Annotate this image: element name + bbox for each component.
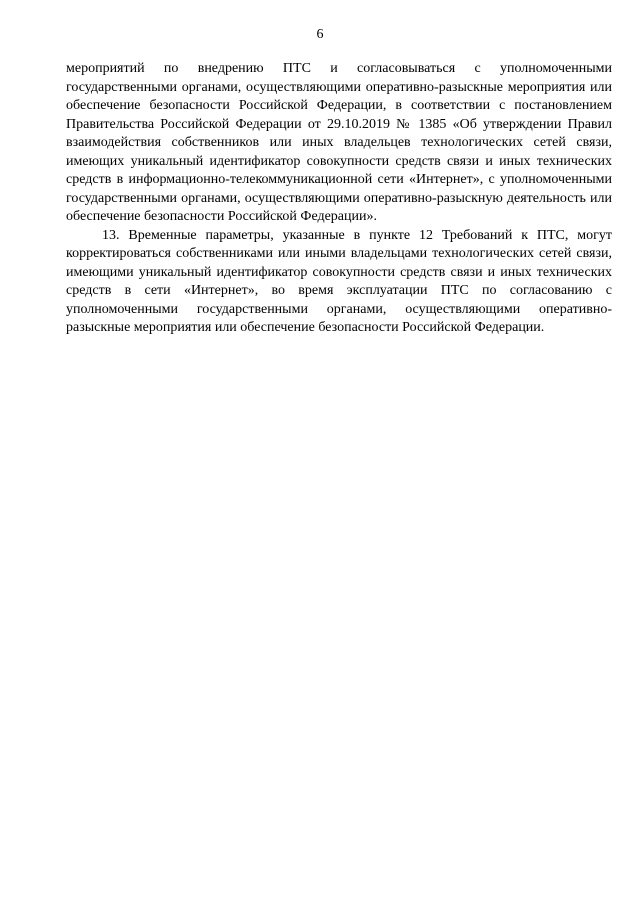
page-number: 6 <box>316 27 324 42</box>
paragraph-item-13: 13. Временные параметры, указанные в пункте 12 Требований к ПТС, могут корректироваться собственниками или иными владельцами технологических сетей связи, имеющими уникальный идентификатор совокупности средств связи и иных технических средств в сети «Интернет», во время эксплуатации ПТС по согласованию с уполномоченными государственными органами, осуществляющими оперативно-разыскные мероприятия или обеспечение безопасности Российской Федерации. <box>66 227 612 335</box>
paragraph-continuation: мероприятий по внедрению ПТС и согласовываться с уполномоченными государственными органами, осуществляющими оперативно-разыскные мероприятия или обеспечение безопасности Российской Федерации, в соответствии с постановлением Правительства Российской Федерации от 29.10.2019 № 1385 «Об утверждении Правил взаимодействия собственников или иных владельцев технологических сетей связи, имеющих уникальный идентификатор совокупности средств связи и иных технических средств в информационно-телекоммуникационной сети «Интернет», с уполномоченными государственными органами, осуществляющими оперативно-разыскную деятельность или обеспечение безопасности Российской Федерации». <box>66 61 612 224</box>
document-body <box>66 60 612 338</box>
